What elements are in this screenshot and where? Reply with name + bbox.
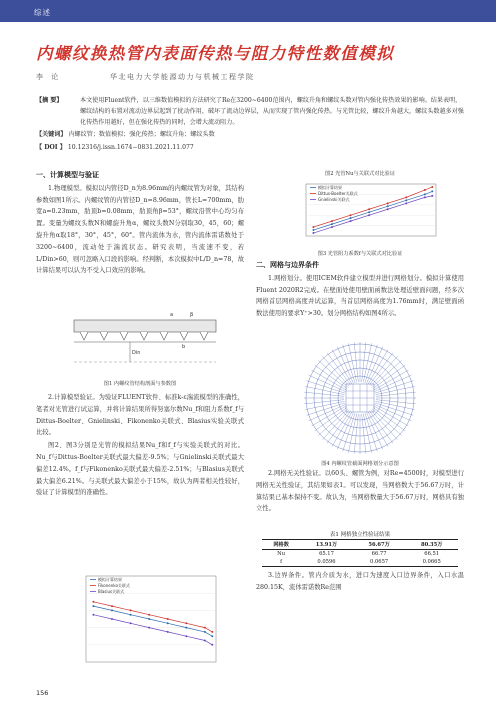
figure-4-caption: 图4 内螺纹管截面网格划分示意图 (321, 461, 399, 467)
mesh-spoke (348, 343, 356, 382)
page-number: 156 (36, 689, 49, 697)
table-row (262, 558, 458, 567)
data-point (405, 199, 407, 201)
data-point (424, 193, 426, 195)
legend-entry: Dittus-Boelter关联式 (318, 191, 358, 196)
mesh-spoke (332, 350, 352, 385)
data-point (350, 220, 352, 222)
table-1-title: 表1 网格独立性验证结果 (329, 532, 391, 538)
data-point (204, 640, 206, 642)
data-point (331, 220, 333, 222)
mesh-spoke (363, 414, 371, 453)
data-point (387, 205, 389, 207)
data-point (167, 622, 169, 624)
figure-2-caption: 图2 光管Nu与关联式对比验证 (325, 171, 395, 177)
data-point (331, 226, 333, 228)
figure-1-diagram (70, 302, 220, 374)
mesh-spoke (304, 400, 344, 404)
mesh-spoke (354, 342, 358, 382)
section-2-paragraph-2: 2.网格无关性验证。以60头、螺管为例，对Re=4500时，对模型进行网格无关性验证，其结果如表1。可以发现，当网格数大于56.67万时，计算结果已基本保持不变。故认为，当网格数量大于56.67万时，网格具有独立性。 (256, 470, 464, 513)
section-2-paragraph-3: 3.边界条件。管内介质为水，进口为速度入口边界条件，入口水温280.15K，流体雷诺数Re范围 (256, 572, 464, 591)
data-point (92, 614, 94, 616)
section-1-paragraph-1: 1.物理模型。模拟以内管径D_n为8.96mm的内螺纹管为对象，其结构参数如图1所示。内螺纹管的内管径D_n=8.96mm，管长L=700mm，肋宽a=0.23mm，肋顶b=0.08mm，肋顶角β=53°，螺纹沿管中心均匀布置。变量为螺纹头数N和螺旋升角α，螺纹头数N分别取30，45，60；螺旋升角α取18°，30°，45°，60°。管内流体为水，管内流体雷诺数处于3200~6400，流动处于湍流状态。研究表明，当流速不变，若L/Din>60，则可忽略入口段的影响。经判断，本次模拟中L/D_n=78，故计算结果可以认为不受入口效应的影响。 (36, 184, 244, 275)
data-point (405, 202, 407, 204)
data-point (111, 618, 113, 620)
mesh-spoke (374, 370, 409, 390)
data-point (211, 644, 213, 646)
data-point (92, 605, 94, 607)
data-point (211, 635, 213, 637)
mesh-spoke (374, 406, 409, 426)
table-cell: 0.0657 (370, 559, 389, 565)
table-header: 13.91万 (315, 542, 338, 548)
figure-4-mesh (300, 338, 420, 458)
doi-text: 10.12316/j.issn.1674−0831.2021.11.077 (67, 144, 194, 152)
table-cell: Nu (277, 551, 286, 557)
section-tag: 综述 (34, 8, 51, 17)
data-point (204, 627, 206, 629)
mesh-spoke (318, 409, 348, 436)
data-point (185, 622, 187, 624)
right-column (256, 260, 464, 320)
data-point (368, 211, 370, 213)
data-point (130, 614, 132, 616)
data-point (185, 627, 187, 629)
doi-label: 【 DOI 】 (36, 144, 66, 152)
legend-entry: 模拟计算结果 (318, 185, 342, 190)
mesh-spoke (307, 381, 345, 393)
data-point (431, 190, 433, 192)
mesh-spoke (371, 410, 398, 440)
mesh-spoke (363, 343, 371, 382)
data-point (312, 226, 314, 228)
abstract-text: 本文使用Fluent软件，以三维数值模拟的方法研究了Re在3200~6400范围内，螺纹升角和螺纹头数对管内强化传热效果的影响。结果表明，螺纹结构的布置对流动边界层起到了扰动作用，破坏了流动边界层，从而实现了管内强化传热。与光管比较，螺纹升角越大，螺纹头数越多对强化传热作用越好，但在强化传热的同时，会增大流动阻力。 (80, 97, 464, 126)
figure-1-caption: 图1 内螺纹管结构剖面与参数图 (103, 381, 177, 387)
mesh-spoke (348, 414, 356, 453)
data-point (350, 214, 352, 216)
label-b: b (182, 344, 186, 350)
data-point (167, 618, 169, 620)
mesh-spoke (312, 370, 347, 390)
mesh-spoke (376, 392, 416, 396)
table-row (262, 550, 458, 559)
section-2-paragraph-1: 1.网格划分。使用ICEM软件建立模型并进行网格划分。模拟计算使用Fluent 2020R2完成。在壁面处使用壁面函数法处理近壁面问题，经多次网格首层网格高度并试运算，当首层网格高度为1.76mm时，满足壁面函数法使用的要求Y⁺>30。划分网格结构如图4所示。 (256, 274, 464, 318)
data-point (167, 631, 169, 633)
mesh-spoke (371, 356, 398, 386)
data-point (424, 196, 426, 198)
keywords-label: 【关键词】 (36, 131, 67, 139)
section-1-paragraph-2: 2.计算模型验证。为验证FLUENT软件、标准k-ε湍流模型的准确性，笔者对光管进行试运算，并将计算结果所得努塞尔数Nu_f和阻力系数f_f与Dittus-Boelter、Gnielinski、Fikonenko关联式、Blasius实验关联式比较。 (36, 394, 244, 437)
mesh-spoke (372, 409, 402, 436)
section-1-heading: 一、计算模型与验证 (36, 171, 99, 179)
article-title: 内螺纹换热管内表面传热与阻力特性数值模拟 (36, 44, 394, 63)
table-cell: f (280, 559, 283, 565)
legend-entry: Blasius关联式 (98, 589, 125, 594)
mesh-spoke (305, 401, 344, 409)
data-point (368, 214, 370, 216)
mesh-spoke (376, 400, 416, 404)
mesh-spoke (368, 412, 388, 447)
data-point (204, 631, 206, 633)
mesh-spoke (304, 392, 344, 396)
table-cell: 66.51 (424, 551, 440, 557)
keywords-text: 内螺纹管；数值模拟；强化传热；螺纹升角；螺纹头数 (68, 131, 215, 139)
abstract-label: 【摘 要】 (36, 97, 63, 104)
data-point (387, 208, 389, 210)
legend-entry: 模拟计算结果 (98, 577, 122, 582)
data-point (431, 186, 433, 188)
label-beta: β (190, 312, 194, 318)
mesh-spoke (332, 412, 352, 447)
mesh-spoke (305, 386, 344, 394)
mesh-spoke (376, 386, 415, 394)
data-point (312, 229, 314, 231)
section-1-paragraph-3: 图2、图3分别是光管的模拟结果Nu_f和f_f与实验关联式的对比。Nu_f与Dittus-Boelter关联式最大偏差-9.5%；与Gnielinski关联式最大偏差12.4%。f_f与Fikonenko关联式最大偏差-2.51%；与Blasius关联式最大偏差6.21%。与关联式最大偏差小于15%，故认为两者相关性较好，验证了计算模型的准确性。 (36, 442, 244, 497)
mesh-spoke (362, 342, 366, 382)
figure-3-caption: 图3 光管阻力系数f与关联式对比验证 (317, 251, 403, 257)
table-header: 网格数 (273, 542, 289, 548)
mesh-spoke (354, 414, 358, 454)
mesh-spoke (318, 361, 348, 388)
data-point (148, 618, 150, 620)
data-point (92, 601, 94, 603)
table-cell: 65.17 (319, 551, 334, 557)
data-point (111, 609, 113, 611)
data-point (185, 635, 187, 637)
mesh-spoke (375, 381, 413, 393)
figure-3-chart (70, 572, 220, 672)
data-point (405, 196, 407, 198)
table-1 (262, 539, 458, 567)
legend-entry: Gnielinski关联式 (318, 197, 350, 202)
header-bar (0, 0, 496, 22)
mesh-spoke (323, 410, 350, 440)
data-point (130, 609, 132, 611)
data-point (387, 202, 389, 204)
mesh-spoke (362, 414, 366, 454)
table-cell: 0.0665 (422, 559, 441, 565)
affiliation: 华北电力大学能源动力与机械工程学院 (110, 73, 255, 81)
mesh-spoke (376, 401, 415, 409)
mesh-spoke (365, 413, 377, 451)
data-point (148, 627, 150, 629)
mesh-spoke (372, 361, 402, 388)
data-point (111, 605, 113, 607)
abstract-block (36, 96, 464, 154)
mesh-spoke (307, 403, 345, 415)
label-din: Din (132, 350, 141, 356)
label-a: a (170, 312, 174, 318)
data-point (431, 195, 433, 197)
legend-entry: Fikonenko关联式 (98, 583, 130, 588)
mesh-spoke (375, 403, 413, 415)
right-column-bottom (256, 570, 464, 594)
table-cell: 0.0596 (317, 559, 336, 565)
data-point (211, 631, 213, 633)
section-2-heading: 二、网格与边界条件 (256, 261, 319, 269)
right-column-mid (256, 468, 464, 515)
mesh-spoke (323, 356, 350, 386)
left-column (36, 170, 244, 277)
data-point (424, 189, 426, 191)
table-header: 80.35万 (420, 542, 443, 548)
data-point (331, 223, 333, 225)
mesh-spoke (343, 413, 355, 451)
mesh-spoke (312, 406, 347, 426)
mesh-spoke (368, 350, 388, 385)
data-point (350, 217, 352, 219)
table-header: 56.67万 (368, 542, 390, 548)
author: 李 论 (36, 73, 62, 81)
data-point (368, 208, 370, 210)
mesh-spoke (365, 345, 377, 383)
data-point (130, 622, 132, 624)
data-point (148, 614, 150, 616)
mesh-spoke (343, 345, 355, 383)
left-column-lower (36, 392, 244, 499)
figure-2-chart (290, 180, 440, 246)
data-point (312, 232, 314, 234)
table-cell: 66.77 (371, 551, 387, 557)
